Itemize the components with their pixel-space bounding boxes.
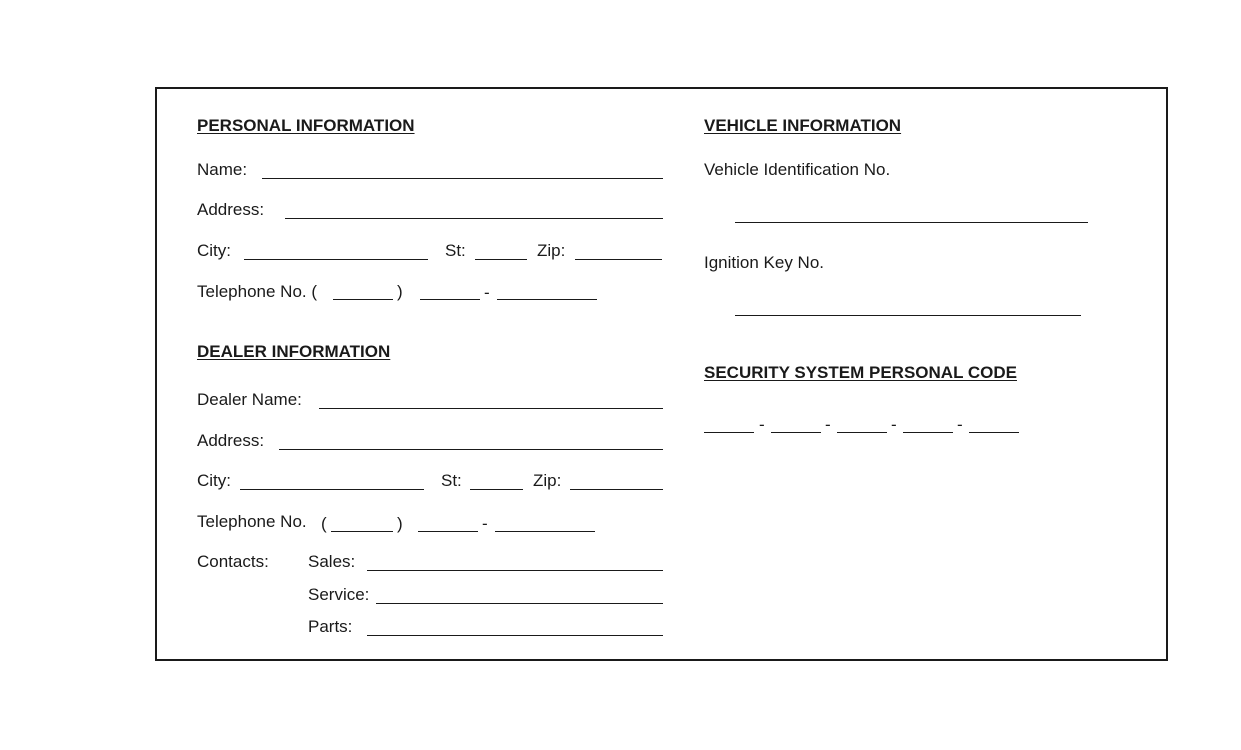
dealer-telephone-dash: - — [482, 514, 488, 533]
vehicle-information-heading: VEHICLE INFORMATION — [704, 116, 902, 135]
dealer-city-field[interactable] — [240, 489, 424, 490]
personal-telephone-label: Telephone No. ( — [197, 282, 318, 301]
dealer-name-label: Dealer Name: — [197, 390, 302, 409]
dealer-phone-prefix-field[interactable] — [418, 531, 478, 532]
personal-address-field[interactable] — [285, 218, 663, 219]
personal-city-label: City: — [197, 241, 231, 260]
dealer-zip-label: Zip: — [533, 471, 562, 490]
security-code-digit-3-field[interactable] — [837, 432, 887, 433]
personal-zip-field[interactable] — [575, 259, 662, 260]
dealer-telephone-paren-close: ) — [397, 514, 403, 533]
ignition-key-label: Ignition Key No. — [704, 253, 825, 272]
vehicle-identification-label: Vehicle Identification No. — [704, 160, 891, 179]
personal-phone-prefix-field[interactable] — [420, 299, 480, 300]
security-code-digit-1-field[interactable] — [704, 432, 754, 433]
personal-phone-line-field[interactable] — [497, 299, 597, 300]
security-code-digit-2-field[interactable] — [771, 432, 821, 433]
dealer-address-label: Address: — [197, 431, 265, 450]
dealer-state-field[interactable] — [470, 489, 523, 490]
dealer-area-code-field[interactable] — [331, 531, 393, 532]
ignition-key-field[interactable] — [735, 315, 1081, 316]
personal-state-label: St: — [445, 241, 466, 260]
security-code-heading: SECURITY SYSTEM PERSONAL CODE — [704, 363, 1017, 382]
dealer-parts-label: Parts: — [308, 617, 353, 636]
personal-telephone-dash: - — [484, 283, 490, 302]
personal-name-field[interactable] — [262, 178, 663, 179]
dealer-name-field[interactable] — [319, 408, 663, 409]
personal-state-field[interactable] — [475, 259, 527, 260]
dealer-phone-line-field[interactable] — [495, 531, 595, 532]
dealer-state-label: St: — [441, 471, 462, 490]
personal-name-label: Name: — [197, 160, 248, 179]
dealer-service-label: Service: — [308, 585, 370, 604]
personal-area-code-field[interactable] — [333, 299, 393, 300]
personal-telephone-paren-close: ) — [397, 282, 403, 301]
security-code-digit-4-field[interactable] — [903, 432, 953, 433]
dealer-telephone-label: Telephone No. — [197, 512, 307, 531]
dealer-zip-field[interactable] — [570, 489, 663, 490]
dealer-sales-label: Sales: — [308, 552, 356, 571]
dealer-telephone-paren-open: ( — [321, 514, 327, 533]
personal-city-field[interactable] — [244, 259, 428, 260]
dealer-sales-contact-field[interactable] — [367, 570, 663, 571]
security-code-separator-4: - — [957, 415, 963, 434]
dealer-address-field[interactable] — [279, 449, 663, 450]
security-code-digit-5-field[interactable] — [969, 432, 1019, 433]
personal-zip-label: Zip: — [537, 241, 566, 260]
personal-address-label: Address: — [197, 200, 265, 219]
security-code-separator-3: - — [891, 415, 897, 434]
dealer-information-heading: DEALER INFORMATION — [197, 342, 391, 361]
vehicle-identification-field[interactable] — [735, 222, 1088, 223]
personal-information-heading: PERSONAL INFORMATION — [197, 116, 415, 135]
security-code-separator-1: - — [759, 415, 765, 434]
dealer-city-label: City: — [197, 471, 231, 490]
dealer-contacts-label: Contacts: — [197, 552, 269, 571]
security-code-separator-2: - — [825, 415, 831, 434]
dealer-parts-contact-field[interactable] — [367, 635, 663, 636]
dealer-service-contact-field[interactable] — [376, 603, 663, 604]
